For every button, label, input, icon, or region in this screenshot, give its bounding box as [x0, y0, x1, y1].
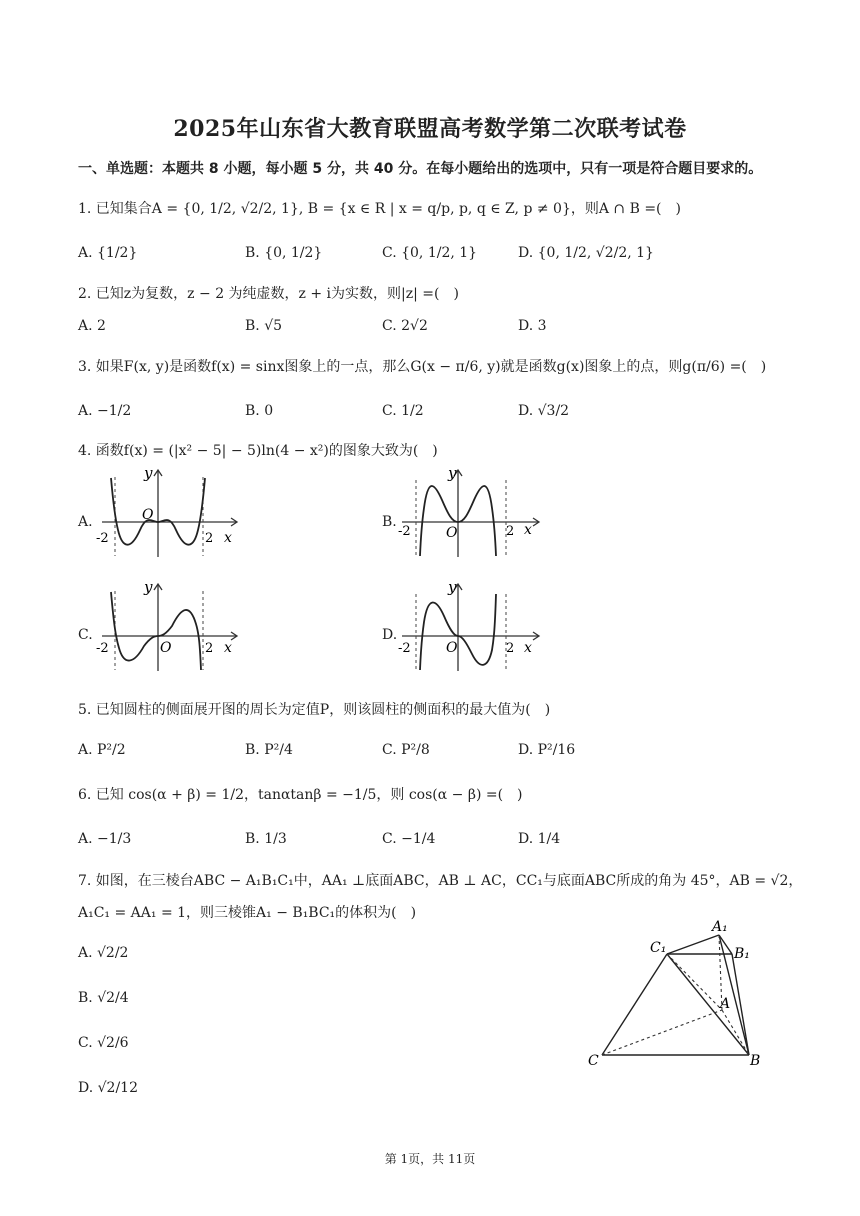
question-5-option-c: C. P²/8 [382, 742, 430, 758]
question-2-option-c: C. 2√2 [382, 318, 428, 334]
edge-c1-c [602, 954, 667, 1055]
x-label: x [524, 640, 532, 656]
question-4-option-c: C. [78, 627, 93, 643]
page-footer: 第 1页，共 11页 [384, 1152, 476, 1166]
y-label: y [144, 464, 153, 482]
question-7-option-b: B. √2/4 [78, 990, 129, 1006]
question-4-option-b: B. [382, 514, 397, 530]
question-7-option-d: D. √2/12 [78, 1080, 138, 1096]
question-3-stem: 3. 如果F(x, y)是函数f(x) = sinx图象上的一点，那么G(x − π/6, y)就是函数g(x)图象上的点，则g(π/6) =( ) [78, 359, 767, 375]
question-3-option-b: B. 0 [245, 403, 274, 419]
question-1-option-b: B. {0, 1/2} [245, 245, 323, 261]
label-a: A [720, 996, 731, 1012]
section-heading: 一、单选题：本题共 8 小题，每小题 5 分，共 40 分。在每小题给出的选项中，只有一项是符合题目要求的。 [78, 161, 763, 177]
question-2-stem: 2. 已知z为复数，z − 2 为纯虚数，z + i为实数，则|z| =( ) [78, 286, 459, 302]
question-6-option-d: D. 1/4 [518, 831, 561, 847]
question-4-graph-c [92, 576, 242, 672]
right-tick-label: 2 [506, 524, 515, 539]
function-curve [111, 592, 201, 670]
question-1-stem: 1. 已知集合A = {0, 1/2, √2/2, 1}, B = {x ∈ R | x = q/p, p, q ∈ Z, p ≠ 0}，则A ∩ B =( ) [78, 201, 681, 217]
question-7-option-c: C. √2/6 [78, 1035, 129, 1051]
question-4-graph-b [396, 462, 546, 558]
label-b1: B₁ [734, 946, 750, 962]
left-tick-label: -2 [96, 531, 109, 546]
label-c: C [588, 1053, 599, 1069]
left-tick-label: -2 [398, 641, 411, 656]
label-b: B [750, 1053, 761, 1069]
question-1-option-d: D. {0, 1/2, √2/2, 1} [518, 245, 654, 261]
question-3-option-c: C. 1/2 [382, 403, 424, 419]
question-2-option-b: B. √5 [245, 318, 283, 334]
question-2-option-d: D. 3 [518, 318, 547, 334]
x-label: x [224, 530, 232, 546]
label-c1: C₁ [650, 940, 667, 956]
question-6-option-b: B. 1/3 [245, 831, 287, 847]
question-5-stem: 5. 已知圆柱的侧面展开图的周长为定值P，则该圆柱的侧面积的最大值为( ) [78, 702, 551, 718]
origin-label: O [446, 640, 458, 656]
label-a1: A₁ [712, 919, 728, 935]
right-tick-label: 2 [205, 641, 214, 656]
question-5-option-d: D. P²/16 [518, 742, 576, 758]
question-6-stem: 6. 已知 cos(α + β) = 1/2，tanαtanβ = −1/5，则 cos(α − β) =( ) [78, 787, 523, 803]
question-1-option-c: C. {0, 1/2, 1} [382, 245, 478, 261]
question-3-option-a: A. −1/2 [78, 403, 132, 419]
question-6-option-c: C. −1/4 [382, 831, 436, 847]
right-tick-label: 2 [506, 641, 515, 656]
left-tick-label: -2 [96, 641, 109, 656]
right-tick-label: 2 [205, 531, 214, 546]
edge-c1-a1 [667, 935, 719, 954]
question-7-stem: 7. 如图，在三棱台ABC − A₁B₁C₁中，AA₁ ⊥底面ABC，AB ⊥ AC，CC₁与底面ABC所成的角为 45°，AB = √2， [78, 873, 803, 889]
left-tick-label: -2 [398, 524, 411, 539]
origin-label: O [160, 640, 172, 656]
question-4-option-a: A. [78, 514, 93, 530]
frustum-figure [582, 918, 782, 1070]
question-7-stem-line-2: A₁C₁ = AA₁ = 1，则三棱锥A₁ − B₁BC₁的体积为( ) [78, 905, 417, 921]
question-6-option-a: A. −1/3 [78, 831, 132, 847]
question-5-option-a: A. P²/2 [78, 742, 126, 758]
question-3-option-d: D. √3/2 [518, 403, 570, 419]
origin-label: O [142, 507, 154, 523]
question-4-graph-a [92, 462, 242, 558]
x-label: x [224, 640, 232, 656]
question-7-option-a: A. √2/2 [78, 945, 129, 961]
edge-c1-a-hidden [667, 954, 722, 1010]
page-title: 2025年山东省大教育联盟高考数学第二次联考试卷 [173, 116, 687, 142]
question-4-stem: 4. 函数f(x) = (|x² − 5| − 5)ln(4 − x²)的图象大致为( ) [78, 443, 438, 459]
y-label: y [144, 578, 153, 596]
question-4-graph-d [396, 576, 546, 672]
y-label: y [448, 578, 457, 596]
edge-c-a-hidden [602, 1010, 722, 1055]
question-4-option-d: D. [382, 627, 398, 643]
origin-label: O [446, 525, 458, 541]
edge-b1-b [732, 954, 749, 1055]
question-5-option-b: B. P²/4 [245, 742, 293, 758]
question-2-option-a: A. 2 [78, 318, 106, 334]
y-label: y [448, 464, 457, 482]
x-label: x [524, 522, 532, 538]
question-1-option-a: A. {1/2} [78, 245, 138, 261]
